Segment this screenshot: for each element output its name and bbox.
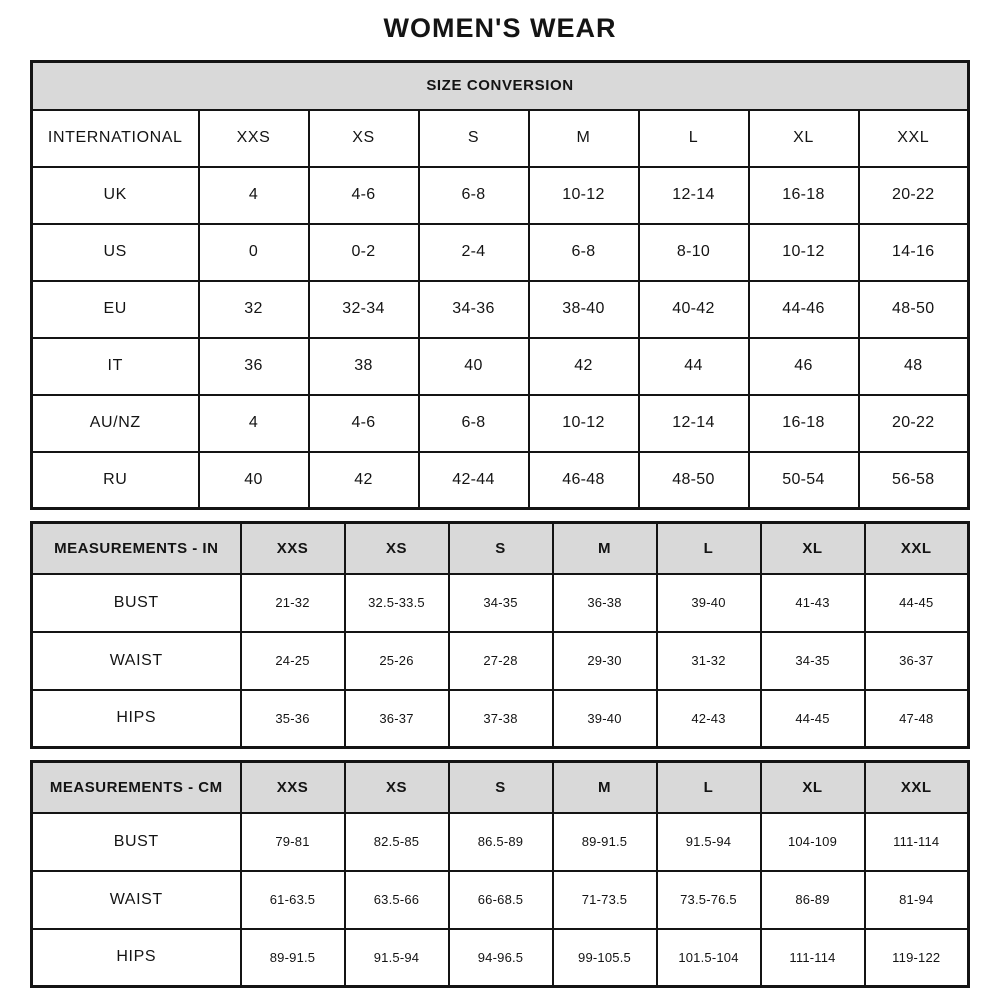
value-cell: 16-18	[749, 395, 859, 452]
size-header: XL	[749, 110, 859, 167]
value-cell: 48	[859, 338, 969, 395]
size-header: XXS	[241, 523, 345, 574]
value-cell: 42-43	[657, 690, 761, 748]
table-row	[32, 281, 969, 338]
value-cell: 56-58	[859, 452, 969, 509]
value-cell: 46	[749, 338, 859, 395]
value-cell: 40	[419, 338, 529, 395]
value-cell: 31-32	[657, 632, 761, 690]
value-cell: 39-40	[657, 574, 761, 632]
value-cell: 73.5-76.5	[657, 871, 761, 929]
size-header: M	[553, 523, 657, 574]
value-cell: 99-105.5	[553, 929, 657, 987]
value-cell: 44	[639, 338, 749, 395]
value-cell: 42	[529, 338, 639, 395]
value-cell: 36	[199, 338, 309, 395]
row-label: WAIST	[32, 632, 241, 690]
table-row	[32, 224, 969, 281]
table-title: SIZE CONVERSION	[32, 62, 969, 110]
value-cell: 32-34	[309, 281, 419, 338]
row-label: US	[32, 224, 199, 281]
value-cell: 61-63.5	[241, 871, 345, 929]
size-header: L	[657, 762, 761, 813]
value-cell: 46-48	[529, 452, 639, 509]
value-cell: 86.5-89	[449, 813, 553, 871]
row-label: IT	[32, 338, 199, 395]
value-cell: 40-42	[639, 281, 749, 338]
header-row	[32, 523, 969, 574]
size-conversion-table	[30, 60, 970, 510]
size-header: XXL	[859, 110, 969, 167]
row-label: RU	[32, 452, 199, 509]
value-cell: 12-14	[639, 167, 749, 224]
value-cell: 111-114	[761, 929, 865, 987]
value-cell: 111-114	[865, 813, 969, 871]
value-cell: 48-50	[859, 281, 969, 338]
value-cell: 38	[309, 338, 419, 395]
value-cell: 44-45	[761, 690, 865, 748]
value-cell: 89-91.5	[553, 813, 657, 871]
header-label: MEASUREMENTS - CM	[32, 762, 241, 813]
value-cell: 94-96.5	[449, 929, 553, 987]
size-header: XS	[345, 523, 449, 574]
value-cell: 32	[199, 281, 309, 338]
value-cell: 104-109	[761, 813, 865, 871]
row-label: BUST	[32, 813, 241, 871]
value-cell: 79-81	[241, 813, 345, 871]
value-cell: 119-122	[865, 929, 969, 987]
value-cell: 42	[309, 452, 419, 509]
value-cell: 91.5-94	[657, 813, 761, 871]
value-cell: 82.5-85	[345, 813, 449, 871]
value-cell: 0	[199, 224, 309, 281]
value-cell: 63.5-66	[345, 871, 449, 929]
value-cell: 12-14	[639, 395, 749, 452]
measurements-in-table	[30, 521, 970, 749]
header-label: MEASUREMENTS - IN	[32, 523, 241, 574]
value-cell: 10-12	[749, 224, 859, 281]
value-cell: 71-73.5	[553, 871, 657, 929]
row-label: AU/NZ	[32, 395, 199, 452]
table-row	[32, 813, 969, 871]
value-cell: 29-30	[553, 632, 657, 690]
value-cell: 16-18	[749, 167, 859, 224]
table-row	[32, 167, 969, 224]
value-cell: 101.5-104	[657, 929, 761, 987]
row-label: EU	[32, 281, 199, 338]
value-cell: 2-4	[419, 224, 529, 281]
size-header: XL	[761, 762, 865, 813]
table-row	[32, 452, 969, 509]
page-title: WOMEN'S WEAR	[383, 13, 617, 43]
row-label: WAIST	[32, 871, 241, 929]
size-header: L	[657, 523, 761, 574]
table-row	[32, 574, 969, 632]
size-header: S	[449, 523, 553, 574]
size-header: XS	[309, 110, 419, 167]
size-header: S	[419, 110, 529, 167]
size-header: M	[529, 110, 639, 167]
value-cell: 6-8	[419, 395, 529, 452]
value-cell: 39-40	[553, 690, 657, 748]
table-row	[32, 871, 969, 929]
size-header: XXS	[199, 110, 309, 167]
value-cell: 4-6	[309, 395, 419, 452]
value-cell: 50-54	[749, 452, 859, 509]
value-cell: 10-12	[529, 395, 639, 452]
row-label: BUST	[32, 574, 241, 632]
value-cell: 48-50	[639, 452, 749, 509]
table-row	[32, 929, 969, 987]
value-cell: 34-35	[449, 574, 553, 632]
size-header: XS	[345, 762, 449, 813]
value-cell: 47-48	[865, 690, 969, 748]
value-cell: 36-37	[865, 632, 969, 690]
value-cell: 21-32	[241, 574, 345, 632]
row-label: HIPS	[32, 929, 241, 987]
table-row	[32, 632, 969, 690]
value-cell: 35-36	[241, 690, 345, 748]
table-title-row	[32, 62, 969, 110]
value-cell: 89-91.5	[241, 929, 345, 987]
value-cell: 44-45	[865, 574, 969, 632]
value-cell: 25-26	[345, 632, 449, 690]
value-cell: 38-40	[529, 281, 639, 338]
value-cell: 36-37	[345, 690, 449, 748]
value-cell: 91.5-94	[345, 929, 449, 987]
value-cell: 44-46	[749, 281, 859, 338]
table-row	[32, 395, 969, 452]
measurements-cm-table	[30, 760, 970, 988]
size-header: XXL	[865, 523, 969, 574]
value-cell: 20-22	[859, 167, 969, 224]
row-label: UK	[32, 167, 199, 224]
value-cell: 4	[199, 167, 309, 224]
value-cell: 81-94	[865, 871, 969, 929]
row-label: HIPS	[32, 690, 241, 748]
value-cell: 42-44	[419, 452, 529, 509]
value-cell: 4	[199, 395, 309, 452]
value-cell: 40	[199, 452, 309, 509]
value-cell: 34-36	[419, 281, 529, 338]
value-cell: 24-25	[241, 632, 345, 690]
size-header: S	[449, 762, 553, 813]
size-header: XXL	[865, 762, 969, 813]
value-cell: 6-8	[419, 167, 529, 224]
value-cell: 4-6	[309, 167, 419, 224]
header-row	[32, 110, 969, 167]
table-row	[32, 338, 969, 395]
value-cell: 36-38	[553, 574, 657, 632]
value-cell: 86-89	[761, 871, 865, 929]
value-cell: 32.5-33.5	[345, 574, 449, 632]
value-cell: 0-2	[309, 224, 419, 281]
value-cell: 27-28	[449, 632, 553, 690]
value-cell: 66-68.5	[449, 871, 553, 929]
value-cell: 14-16	[859, 224, 969, 281]
size-header: M	[553, 762, 657, 813]
value-cell: 20-22	[859, 395, 969, 452]
value-cell: 37-38	[449, 690, 553, 748]
value-cell: 34-35	[761, 632, 865, 690]
size-header: L	[639, 110, 749, 167]
value-cell: 41-43	[761, 574, 865, 632]
value-cell: 10-12	[529, 167, 639, 224]
size-header: XXS	[241, 762, 345, 813]
value-cell: 6-8	[529, 224, 639, 281]
size-header: XL	[761, 523, 865, 574]
table-row	[32, 690, 969, 748]
value-cell: 8-10	[639, 224, 749, 281]
header-row	[32, 762, 969, 813]
header-label: INTERNATIONAL	[32, 110, 199, 167]
